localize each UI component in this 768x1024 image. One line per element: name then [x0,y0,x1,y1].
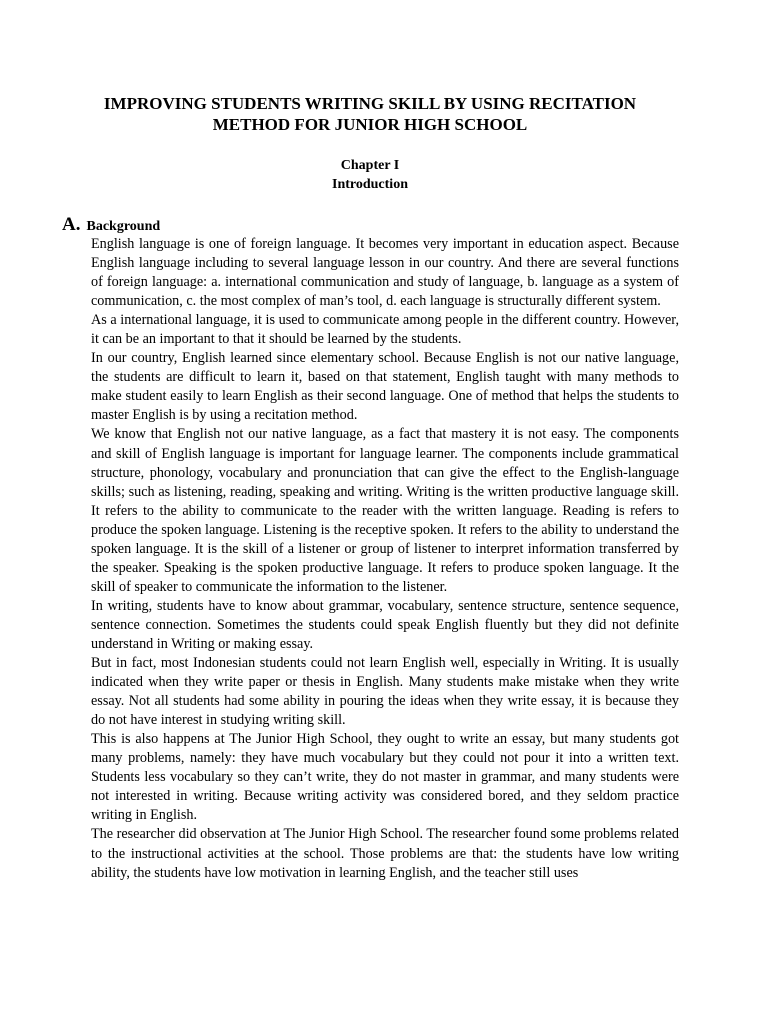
document-title [80,93,660,135]
paragraph: We know that English not our native language, as a fact that mastery it is not easy. The components and skill of English language is important for language learner. The components include grammatical structure, phonology, vocabulary and pronunciation that can give the effect to the English-language skills; such as listening, reading, speaking and writing. Writing is the written productive language skill. It refers to the ability to communicate to the reader with the written language. Reading is refers to produce the spoken language. Listening is the receptive spoken. It refers to the ability to understand the spoken language. It is the skill of a listener or group of listener to interpret information transferred by the speaker. Speaking is the spoken productive language. It refers to produce spoken language. It the skill of speaker to communicate the information to the listener. [91,426,679,595]
paragraph: But in fact, most Indonesian students could not learn English well, especially in Writing. It is usually indicated when they write paper or thesis in English. Many students make mistake when they write essay. Not all students had some ability in pouring the ideas when they write essay, it is because they do not have interest in studying writing skill. [91,655,679,729]
chapter-title: Introduction [332,177,408,192]
paragraph: This is also happens at The Junior High School, they ought to write an essay, but many students got many problems, namely: they have much vocabulary but they could not pour it into a written text. Students less vocabulary so they can’t write, they do not master in grammar, and many students were not interested in writing. Because writing activity was considered bored, and they seldom practice writing in English. [91,731,679,824]
title-line-2: METHOD FOR JUNIOR HIGH SCHOOL [212,115,528,134]
section-title: Background [86,219,161,234]
chapter-label: Chapter I [340,158,400,173]
section-heading [62,214,160,236]
paragraph: As a international language, it is used to communicate among people in the different country. However, it can be an important to that it should be learned by the students. [91,312,679,348]
body-text [91,235,679,883]
paragraph: In our country, English learned since elementary school. Because English is not our native language, the students are difficult to learn it, based on that statement, English taught with many methods to make student easily to learn English as their second language. One of method that helps the students to master English is by using a recitation method. [91,350,679,424]
title-line-1: IMPROVING STUDENTS WRITING SKILL BY USING RECITATION [103,94,637,113]
section-letter: A. [62,214,81,235]
paragraph: The researcher did observation at The Junior High School. The researcher found some problems related to the instructional activities at the school. Those problems are that: the students have low writing ability, the students have low motivation in learning English, and the teacher still uses [91,826,679,881]
paragraph: English language is one of foreign language. It becomes very important in education aspect. Because English language including to several language lesson in our country. And there are several functions of foreign language: a. international communication and study of language, b. language as a system of communication, c. the most complex of man’s tool, d. each language is structurally different system. [91,236,679,310]
paragraph: In writing, students have to know about grammar, vocabulary, sentence structure, sentence sequence, sentence connection. Sometimes the students could speak English fluently but they did not definite understand in Writing or making essay. [91,597,679,652]
chapter-heading [80,156,660,194]
